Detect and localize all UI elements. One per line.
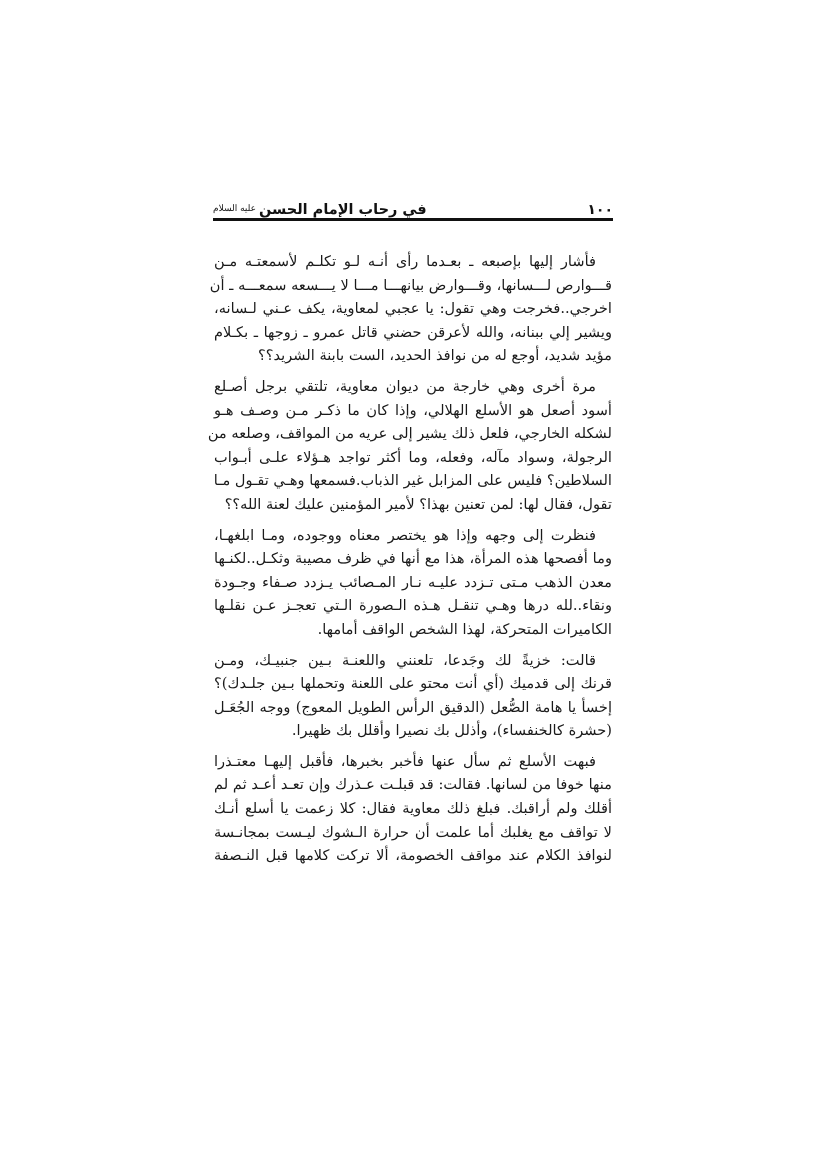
header-rule — [213, 218, 613, 221]
text-line: السلاطين؟ فليس على المزابل غير الذباب.فسمعها وهـي تقـول مـا — [213, 472, 612, 490]
running-title-text: في رحاب الإمام الحسن — [258, 202, 427, 218]
text-line: الكاميرات المتحركة، لهذا الشخص الواقف أمامها. — [317, 620, 612, 638]
honorific-glyph: عليه السلام — [213, 204, 256, 214]
page-number: ١٠٠ — [587, 202, 613, 218]
text-line: تقول، فقال لها: لمن تعنين بهذا؟ لأمير المؤمنين عليك لعنة الله؟؟ — [224, 495, 612, 513]
page-header — [213, 196, 613, 218]
text-line: فبهت الأسلع ثم سأل عنها فأخبر بخبرها، فأقبل إليهـا معتـذرا — [214, 752, 596, 770]
paragraph — [214, 524, 612, 642]
paragraph — [214, 649, 612, 743]
text-line: أقلك ولم أراقبك. فبلغ ذلك معاوية فقال: كلا زعمت يا أسلع أنـك — [214, 800, 612, 818]
text-line: ويشير إلي ببنانه، والله لأعرقن حضني قاتل عمرو ـ زوجها ـ بكـلام — [214, 323, 612, 341]
text-line: قرنك إلى قدميك (أي أنت محتو على اللعنة وتحملها بـين جلـدك)؟ — [214, 675, 612, 693]
text-line: إخسأ يا هامة الصُّعل (الدقيق الرأس الطويل المعوج) ووجه الجُعَـل — [214, 698, 612, 716]
text-line: ونقاء..لله درها وهـي تنقـل هـذه الـصورة الـتي تعجـز عـن نقلـها — [214, 597, 612, 615]
text-line: الرجولة، وسواد مآله، وفعله، وما أكثر تواجد هـؤلاء علـى أبـواب — [214, 448, 612, 466]
text-line: مرة أخرى وهي خارجة من ديوان معاوية، تلتقي برجل أصـلع — [214, 377, 596, 395]
text-line: مؤيد شديد، أوجع له من نوافذ الحديد، الست بابنة الشريد؟؟ — [258, 347, 612, 365]
text-line: معدن الذهب مـتى تـزدد عليـه نـار المـصائب يـزدد صـفاء وجـودة — [214, 573, 612, 591]
text-line: لا تواقف مع يغلبك أما علمت أن حرارة الـشوك ليـست بمجانـسة — [214, 823, 612, 841]
paragraph — [207, 375, 612, 517]
text-line: وما أفصحها هذه المرأة، هذا مع أنها في ظرف مصيبة وثكـل..لكنـها — [214, 550, 612, 568]
text-line: قالت: خزيةً لك وجَدعا، تلعنني واللعنـة بـين جنبيـك، ومـن — [214, 651, 596, 669]
text-line: أسود أصعل هو الأسلع الهلالي، وإذا كان ما ذكـر مـن وصـف هـو — [214, 401, 612, 419]
text-line: قـــوارص لـــسانها، وقـــوارض بيانهـــا مـــا لا يـــسعه سمعـــه ـ أن — [209, 276, 612, 294]
paragraph — [214, 750, 612, 868]
running-title — [213, 202, 427, 218]
text-line: فنظرت إلى وجهه وإذا هو يختصر معناه ووجوده، ومـا ابلغهـا، — [214, 526, 596, 544]
text-line: لنوافذ الكلام عند مواقف الخصومة، ألا تركت كلامها قبل النـصفة — [214, 847, 612, 865]
text-line: منها خوفا من لسانها. فقالت: قد قبلـت عـذرك وإن تعـد أعـد ثم لم — [214, 776, 612, 794]
text-line: لشكله الخارجي، فلعل ذلك يشير إلى عريه من المواقف، وصلعه من — [207, 425, 612, 443]
text-line: (حشرة كالخنفساء)، وأذلل بك نصيرا وأقلل بك ظهيرا. — [291, 722, 612, 740]
text-line: اخرجي..فخرجت وهي تقول: يا عجبي لمعاوية، يكف عـني لـسانه، — [214, 300, 612, 318]
paragraph — [209, 250, 612, 368]
text-line: فأشار إليها بإصبعه ـ بعـدما رأى أنـه لـو تكلـم لأسمعتـه مـن — [214, 253, 596, 270]
body-text — [207, 250, 612, 875]
